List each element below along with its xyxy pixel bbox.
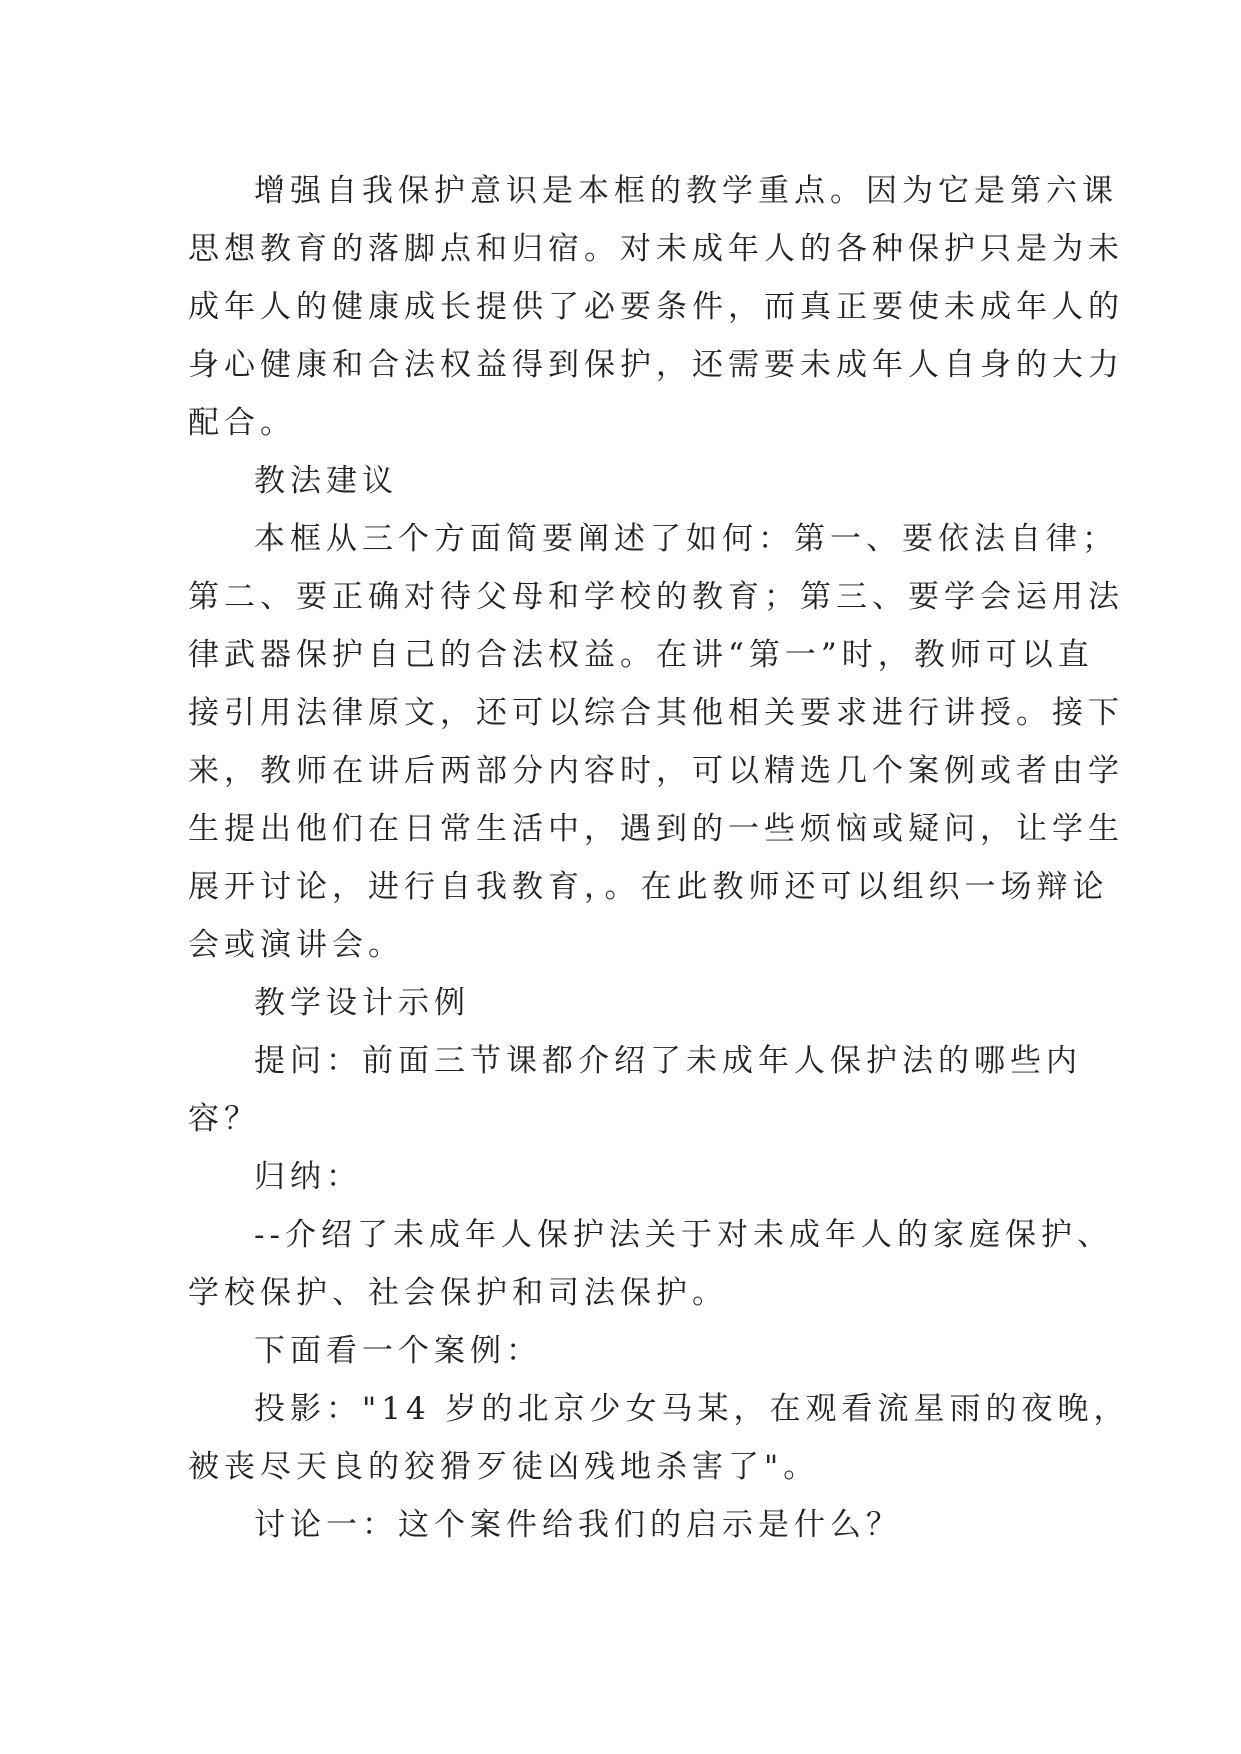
paragraph-line: 学校保护、社会保护和司法保护。	[188, 1275, 728, 1311]
paragraph-line: --介绍了未成年人保护法关于对未成年人的家庭保护、	[254, 1217, 1113, 1253]
paragraph-line: 成年人的健康成长提供了必要条件，而真正要使未成年人的	[188, 289, 1124, 325]
paragraph-line: 来，教师在讲后两部分内容时，可以精选几个案例或者由学	[188, 753, 1124, 789]
paragraph-line: 容？	[188, 1101, 260, 1137]
paragraph-line: 思想教育的落脚点和归宿。对未成年人的各种保护只是为未	[188, 231, 1124, 267]
paragraph-line: 律武器保护自己的合法权益。在讲“第一”时，教师可以直	[188, 637, 1094, 673]
paragraph-line: 会或演讲会。	[188, 927, 404, 963]
paragraph-line: 增强自我保护意识是本框的教学重点。因为它是第六课	[254, 173, 1118, 209]
paragraph-line: 展开讨论，进行自我教育，。在此教师还可以组织一场辩论	[188, 869, 1109, 905]
document-body	[188, 162, 1130, 1554]
paragraph-line: 投影："14 岁的北京少女马某，在观看流星雨的夜晚，	[254, 1391, 1130, 1427]
paragraph-line: 本框从三个方面简要阐述了如何：第一、要依法自律；	[254, 521, 1118, 557]
section-heading-design-example: 教学设计示例	[254, 985, 470, 1021]
paragraph-line: 配合。	[188, 405, 296, 441]
paragraph-line: 提问：前面三节课都介绍了未成年人保护法的哪些内	[254, 1043, 1082, 1079]
paragraph-line: 身心健康和合法权益得到保护，还需要未成年人自身的大力	[188, 347, 1124, 383]
paragraph-line: 被丧尽天良的狡猾歹徒凶残地杀害了"。	[188, 1449, 820, 1485]
section-heading-teaching-method: 教法建议	[254, 463, 398, 499]
paragraph-line: 讨论一：这个案件给我们的启示是什么？	[254, 1507, 902, 1543]
paragraph-line: 第二、要正确对待父母和学校的教育；第三、要学会运用法	[188, 579, 1124, 615]
paragraph-line: 接引用法律原文，还可以综合其他相关要求进行讲授。接下	[188, 695, 1124, 731]
paragraph-line: 归纳：	[254, 1159, 362, 1195]
paragraph-line: 生提出他们在日常生活中，遇到的一些烦恼或疑问，让学生	[188, 811, 1124, 847]
paragraph-line: 下面看一个案例：	[254, 1333, 542, 1369]
